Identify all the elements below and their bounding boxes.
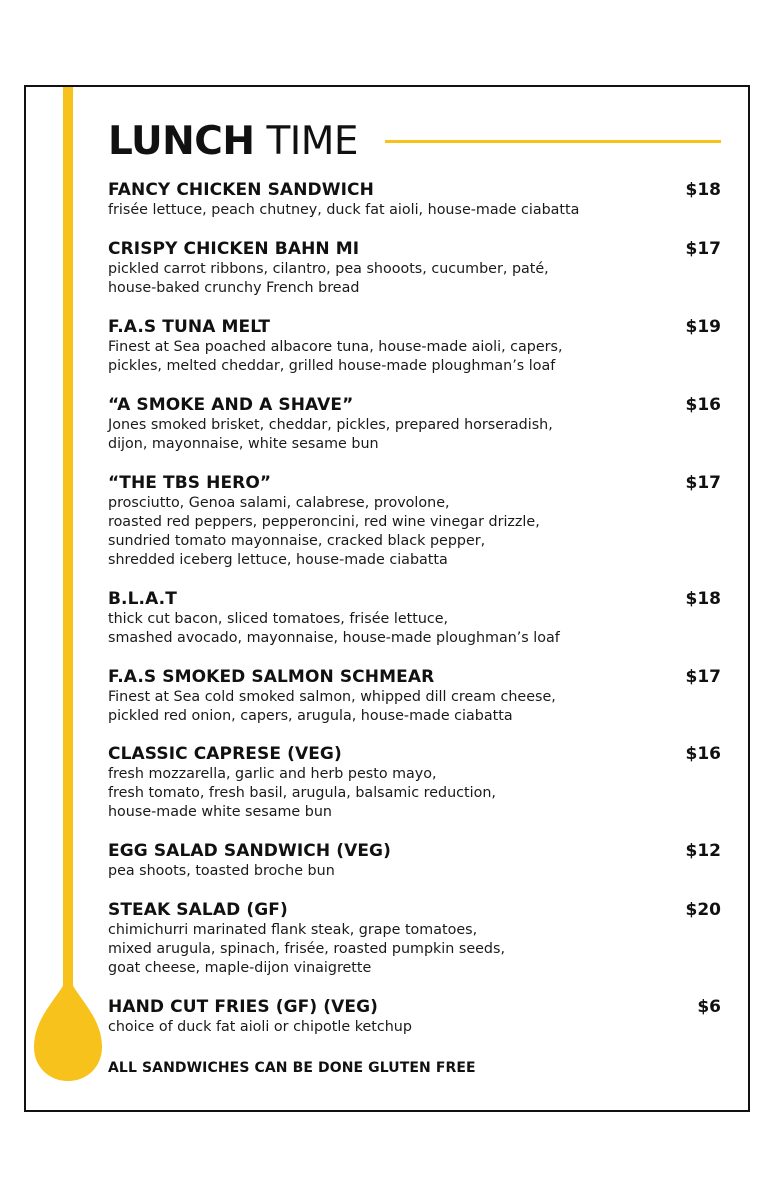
menu-item <box>108 899 723 978</box>
menu-item-description: Finest at Sea cold smoked salmon, whipped dill cream cheese, pickled red onion, capers, arugula, house-made ciabatta <box>108 689 556 724</box>
menu-item-name: FANCY CHICKEN SANDWICH <box>108 180 374 200</box>
spoon-handle-decoration <box>63 87 73 992</box>
menu-item-description: prosciutto, Genoa salami, calabrese, provolone, roasted red peppers, pepperoncini, red wine vinegar drizzle, sundried tomato mayonnaise, cracked black pepper, shredded iceberg lettuce, house-made ciabatta <box>108 495 540 568</box>
menu-item-name: “THE TBS HERO” <box>108 473 272 493</box>
menu-item-name: HAND CUT FRIES (GF) (VEG) <box>108 997 379 1017</box>
menu-item-price: $17 <box>685 667 721 687</box>
menu-item-price: $12 <box>685 841 721 861</box>
menu-item <box>108 316 723 376</box>
menu-item-name: STEAK SALAD (GF) <box>108 900 288 920</box>
menu-item-name: EGG SALAD SANDWICH (VEG) <box>108 841 391 861</box>
menu-item <box>108 666 723 726</box>
title-rule-divider <box>385 140 721 143</box>
menu-item <box>108 996 723 1037</box>
menu-item-price: $17 <box>685 239 721 259</box>
menu-item-description: pea shoots, toasted broche bun <box>108 863 335 879</box>
menu-item <box>108 588 723 648</box>
menu-item-description: pickled carrot ribbons, cilantro, pea shooots, cucumber, paté, house-baked crunchy French bread <box>108 261 549 296</box>
menu-item <box>108 472 723 570</box>
menu-item-description: chimichurri marinated flank steak, grape tomatoes, mixed arugula, spinach, frisée, roasted pumpkin seeds, goat cheese, maple-dijon vinaigrette <box>108 922 505 976</box>
menu-item-name: F.A.S TUNA MELT <box>108 317 271 337</box>
menu-item-description: fresh mozzarella, garlic and herb pesto mayo, fresh tomato, fresh basil, arugula, balsamic reduction, house-made white sesame bun <box>108 766 496 820</box>
spoon-drop-icon <box>32 975 104 1085</box>
menu-item-price: $16 <box>685 744 721 764</box>
menu-item-name: B.L.A.T <box>108 589 177 609</box>
menu-item-description: Jones smoked brisket, cheddar, pickles, prepared horseradish, dijon, mayonnaise, white sesame bun <box>108 417 553 452</box>
menu-title-light: TIME <box>266 119 359 164</box>
menu-item-price: $18 <box>685 589 721 609</box>
menu-item-price: $16 <box>685 395 721 415</box>
menu-item <box>108 394 723 454</box>
menu-item-description: choice of duck fat aioli or chipotle ketchup <box>108 1019 412 1035</box>
menu-item-description: Finest at Sea poached albacore tuna, house-made aioli, capers, pickles, melted cheddar, grilled house-made ploughman’s loaf <box>108 339 563 374</box>
menu-item <box>108 179 723 220</box>
menu-item-price: $17 <box>685 473 721 493</box>
menu-item <box>108 743 723 822</box>
menu-item-price: $18 <box>685 180 721 200</box>
menu-item-name: CRISPY CHICKEN BAHN MI <box>108 239 360 259</box>
menu-item-name: “A SMOKE AND A SHAVE” <box>108 395 354 415</box>
menu-item <box>108 238 723 298</box>
menu-item-price: $20 <box>685 900 721 920</box>
menu-item-price: $6 <box>697 997 721 1017</box>
menu-item-name: F.A.S SMOKED SALMON SCHMEAR <box>108 667 435 687</box>
menu-title <box>108 118 358 166</box>
menu-item-description: frisée lettuce, peach chutney, duck fat aioli, house-made ciabatta <box>108 202 580 218</box>
menu-item <box>108 840 723 881</box>
menu-item-name: CLASSIC CAPRESE (VEG) <box>108 744 342 764</box>
gluten-free-footnote: ALL SANDWICHES CAN BE DONE GLUTEN FREE <box>108 1060 476 1076</box>
menu-item-price: $19 <box>685 317 721 337</box>
menu-title-bold: LUNCH <box>108 119 255 164</box>
menu-item-description: thick cut bacon, sliced tomatoes, frisée lettuce, smashed avocado, mayonnaise, house-made ploughman’s loaf <box>108 611 560 646</box>
